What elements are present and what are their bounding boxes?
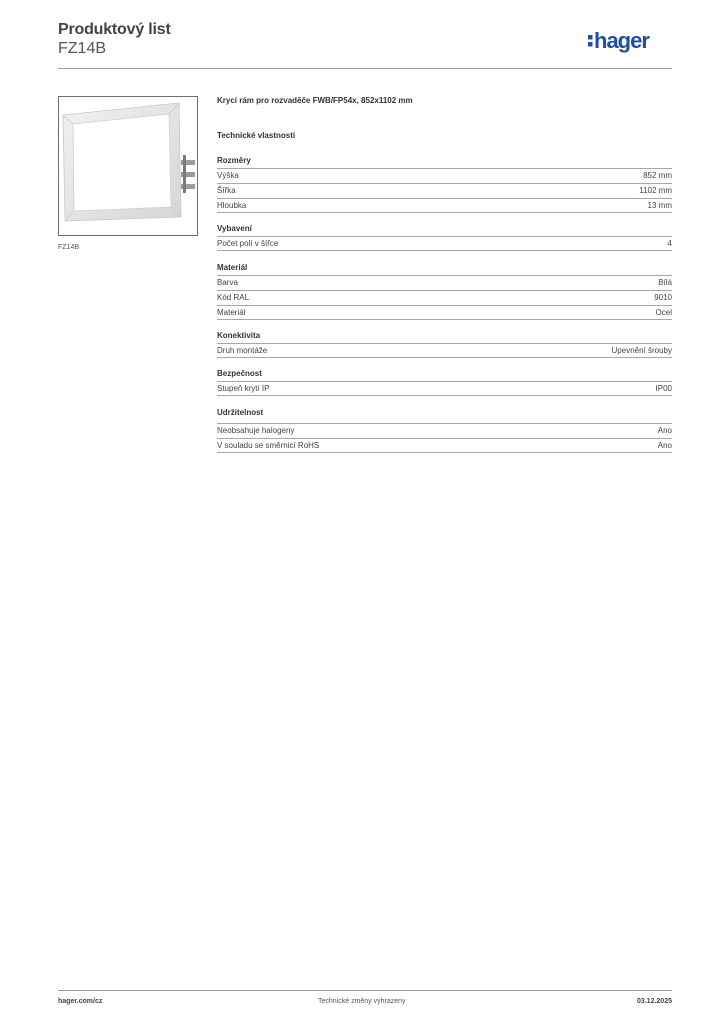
spec-label: Neobsahuje halogeny — [217, 426, 295, 435]
spec-label: Druh montáže — [217, 346, 268, 355]
spec-value: Ocel — [655, 308, 672, 317]
spec-value: Ano — [657, 426, 672, 435]
logo-text: hager — [594, 28, 649, 53]
section-title-safety: Bezpečnost — [217, 369, 262, 378]
spec-label: Materiál — [217, 308, 246, 317]
section-title-dimensions: Rozměry — [217, 156, 251, 165]
spec-value: 852 mm — [643, 171, 672, 180]
spec-label: Hloubka — [217, 201, 247, 210]
document-title: Produktový list — [58, 21, 171, 38]
spec-value: Ano — [657, 441, 672, 450]
spec-label: Kód RAL — [217, 293, 250, 302]
frame-illustration — [59, 97, 197, 235]
spec-value: 13 mm — [647, 201, 672, 210]
footer-note: Technické změny vyhrazeny — [318, 998, 406, 1005]
spec-row-height — [217, 168, 672, 183]
section-title-material: Materiál — [217, 263, 248, 272]
spec-row-halogen — [217, 423, 672, 438]
spec-value: 1102 mm — [639, 186, 672, 195]
hager-logo — [588, 27, 672, 55]
footer-date: 03.12.2025 — [636, 998, 672, 1005]
spec-row-depth — [217, 198, 672, 213]
spec-row-ral — [217, 290, 672, 305]
product-description: Krycí rám pro rozvaděče FWB/FP54x, 852x1102 mm — [217, 96, 413, 105]
section-title-sustainability: Udržitelnost — [217, 408, 264, 417]
spec-label: Šířka — [217, 186, 236, 195]
spec-row-material — [217, 305, 672, 320]
footer-divider — [58, 990, 672, 991]
spec-value: 4 — [667, 239, 672, 248]
spec-row-width — [217, 183, 672, 198]
spec-row-fields-width — [217, 236, 672, 251]
technical-properties-heading: Technické vlastnosti — [217, 131, 296, 140]
section-title-connectivity: Konektivita — [217, 331, 261, 340]
spec-value: IP00 — [655, 384, 672, 393]
spec-value: 9010 — [654, 293, 672, 302]
spec-row-rohs — [217, 438, 672, 453]
spec-label: Barva — [217, 278, 238, 287]
spec-value: Bílá — [658, 278, 672, 287]
footer-website-link[interactable]: hager.com/cz — [58, 998, 103, 1005]
page-header — [58, 20, 672, 68]
product-code: FZ14B — [58, 40, 107, 57]
spec-label: Stupeň krytí IP — [217, 384, 270, 393]
spec-row-mounting — [217, 343, 672, 358]
mounting-brackets — [181, 155, 195, 193]
spec-label: Výška — [217, 171, 239, 180]
spec-row-color — [217, 275, 672, 290]
image-caption: FZ14B — [58, 244, 80, 251]
spec-value: Upevnění šrouby — [611, 346, 672, 355]
header-divider — [58, 68, 672, 69]
spec-row-ip — [217, 381, 672, 396]
spec-label: Počet polí v šířce — [217, 239, 279, 248]
spec-label: V souladu se směrnicí RoHS — [217, 441, 320, 450]
section-title-equipment: Vybavení — [217, 224, 252, 233]
product-image — [58, 96, 198, 236]
